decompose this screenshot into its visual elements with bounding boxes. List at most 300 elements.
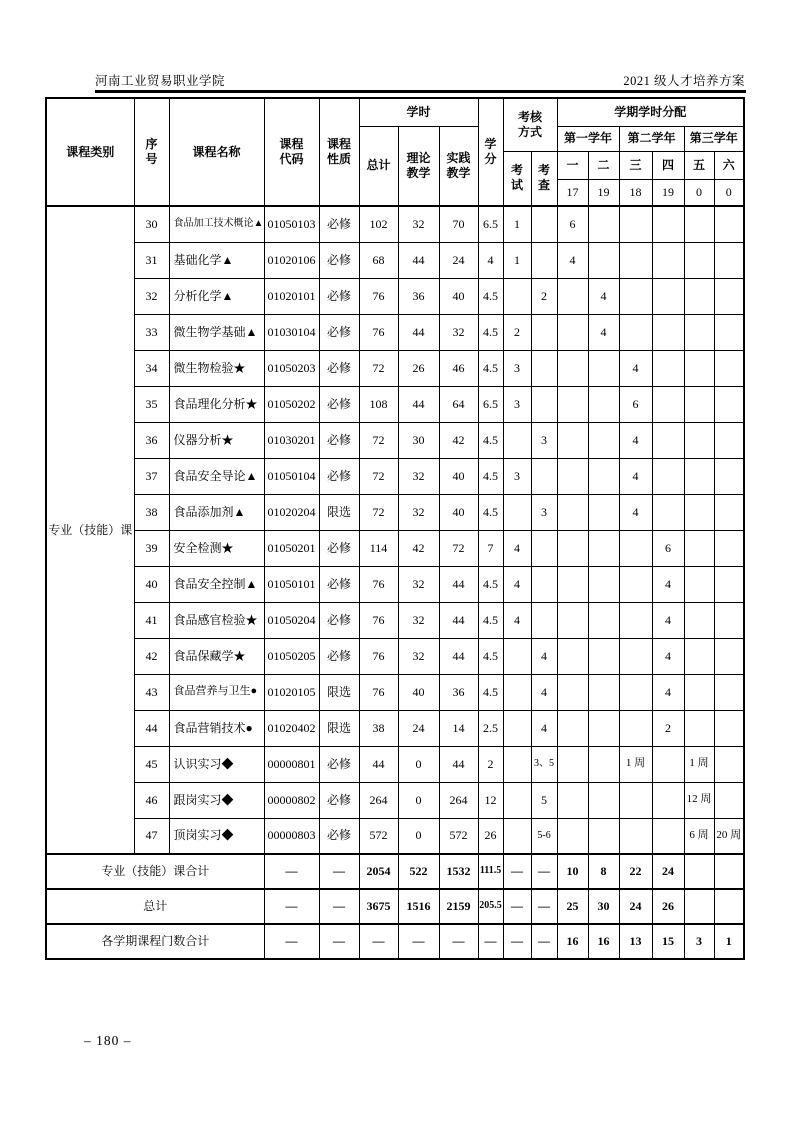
cell-check <box>531 566 557 602</box>
cell-hours-practice: 572 <box>439 818 478 854</box>
cell-credits: 4.5 <box>478 638 503 674</box>
cell-sem-3 <box>619 818 652 854</box>
cell-credits: 205.5 <box>478 889 503 924</box>
cell-hours-practice: 70 <box>439 206 478 242</box>
cell-hours-theory: 32 <box>398 494 439 530</box>
cell-sem-6 <box>714 206 744 242</box>
cell-hours-practice: 2159 <box>439 889 478 924</box>
cell-hours-theory: 44 <box>398 314 439 350</box>
cell-hours-total: 76 <box>359 602 398 638</box>
summary-label: 专业（技能）课合计 <box>46 854 264 889</box>
cell-sem-2 <box>588 674 619 710</box>
cell-sem-6 <box>714 242 744 278</box>
cell-check: — <box>531 924 557 959</box>
course-row <box>46 494 744 530</box>
cell-exam: 3 <box>503 350 531 386</box>
cell-hours-practice: 14 <box>439 710 478 746</box>
cell-sem-4 <box>652 422 684 458</box>
cell-sem-2 <box>588 350 619 386</box>
page-header <box>95 71 745 89</box>
cell-sem-3: 4 <box>619 350 652 386</box>
col-exam: 考试 <box>503 151 531 206</box>
cell-hours-theory: 44 <box>398 242 439 278</box>
cell-no: 37 <box>134 458 169 494</box>
cell-sem-6 <box>714 494 744 530</box>
cell-credits: 7 <box>478 530 503 566</box>
cell-exam: 1 <box>503 242 531 278</box>
cell-sem-2 <box>588 602 619 638</box>
cell-sem-6 <box>714 746 744 782</box>
cell-check: 3、5 <box>531 746 557 782</box>
cell-sem-2: 30 <box>588 889 619 924</box>
cell-nature: 必修 <box>319 422 359 458</box>
page-number: – 180 – <box>84 1033 132 1048</box>
cell-sem-2 <box>588 710 619 746</box>
cell-sem-6 <box>714 278 744 314</box>
cell-course-name: 食品安全导论▲ <box>169 458 264 494</box>
cell-code: 01030104 <box>264 314 319 350</box>
cell-hours-total: 264 <box>359 782 398 818</box>
summary-row <box>46 854 744 889</box>
category-cell: 专业（技能）课 <box>46 206 134 854</box>
cell-sem-6 <box>714 530 744 566</box>
cell-hours-theory: 32 <box>398 602 439 638</box>
cell-nature: 必修 <box>319 458 359 494</box>
cell-course-name: 食品安全控制▲ <box>169 566 264 602</box>
cell-no: 46 <box>134 782 169 818</box>
cell-credits: 4.5 <box>478 350 503 386</box>
cell-sem-5 <box>684 242 714 278</box>
cell-check: 4 <box>531 638 557 674</box>
cell-nature: 必修 <box>319 386 359 422</box>
cell-course-name: 食品加工技术概论▲ <box>169 206 264 242</box>
cell-hours-practice: 44 <box>439 746 478 782</box>
cell-credits: — <box>478 924 503 959</box>
cell-hours-total: 76 <box>359 278 398 314</box>
cell-sem-2 <box>588 530 619 566</box>
cell-code: 01050201 <box>264 530 319 566</box>
cell-exam: 4 <box>503 566 531 602</box>
cell-course-name: 食品理化分析★ <box>169 386 264 422</box>
cell-sem-5 <box>684 206 714 242</box>
cell-sem-2 <box>588 746 619 782</box>
course-row <box>46 818 744 854</box>
cell-sem-1: 10 <box>557 854 588 889</box>
cell-hours-total: 76 <box>359 314 398 350</box>
col-no: 序号 <box>134 98 169 206</box>
cell-sem-3 <box>619 278 652 314</box>
cell-hours-practice: 64 <box>439 386 478 422</box>
cell-course-name: 食品添加剂▲ <box>169 494 264 530</box>
cell-sem-2 <box>588 818 619 854</box>
cell-sem-3: 13 <box>619 924 652 959</box>
cell-nature: — <box>319 889 359 924</box>
cell-course-name: 顶岗实习◆ <box>169 818 264 854</box>
cell-exam: 4 <box>503 530 531 566</box>
cell-code: — <box>264 854 319 889</box>
cell-nature: — <box>319 854 359 889</box>
cell-sem-5 <box>684 854 714 889</box>
cell-no: 41 <box>134 602 169 638</box>
cell-nature: 限选 <box>319 494 359 530</box>
cell-hours-practice: 264 <box>439 782 478 818</box>
cell-sem-6 <box>714 566 744 602</box>
cell-hours-total: 3675 <box>359 889 398 924</box>
cell-exam <box>503 746 531 782</box>
cell-sem-1 <box>557 638 588 674</box>
cell-nature: 必修 <box>319 638 359 674</box>
cell-sem-3 <box>619 782 652 818</box>
cell-check <box>531 206 557 242</box>
cell-check: 4 <box>531 674 557 710</box>
cell-hours-total: 72 <box>359 422 398 458</box>
cell-code: 00000801 <box>264 746 319 782</box>
cell-sem-4 <box>652 314 684 350</box>
table-header <box>46 98 744 206</box>
cell-sem-2 <box>588 386 619 422</box>
cell-sem-2 <box>588 458 619 494</box>
cell-nature: 限选 <box>319 710 359 746</box>
cell-code: 01020402 <box>264 710 319 746</box>
cell-hours-total: — <box>359 924 398 959</box>
cell-exam: — <box>503 854 531 889</box>
cell-exam: 4 <box>503 602 531 638</box>
cell-course-name: 微生物检验★ <box>169 350 264 386</box>
cell-no: 47 <box>134 818 169 854</box>
cell-exam: 2 <box>503 314 531 350</box>
course-row <box>46 602 744 638</box>
cell-nature: — <box>319 924 359 959</box>
cell-code: 01020106 <box>264 242 319 278</box>
col-assess-group: 考核方式 <box>503 98 557 151</box>
cell-exam <box>503 674 531 710</box>
cell-no: 43 <box>134 674 169 710</box>
cell-hours-theory: 522 <box>398 854 439 889</box>
course-row <box>46 674 744 710</box>
cell-sem-4 <box>652 278 684 314</box>
col-year2: 第二学年 <box>619 126 684 151</box>
cell-credits: 4.5 <box>478 494 503 530</box>
cell-sem-5 <box>684 674 714 710</box>
cell-no: 30 <box>134 206 169 242</box>
cell-sem-5 <box>684 422 714 458</box>
cell-sem-4 <box>652 206 684 242</box>
cell-hours-total: 2054 <box>359 854 398 889</box>
cell-hours-total: 68 <box>359 242 398 278</box>
cell-sem-4: 15 <box>652 924 684 959</box>
cell-credits: 4.5 <box>478 674 503 710</box>
cell-sem-6 <box>714 889 744 924</box>
cell-sem-3: 4 <box>619 422 652 458</box>
cell-hours-total: 102 <box>359 206 398 242</box>
cell-check: — <box>531 854 557 889</box>
cell-check <box>531 350 557 386</box>
cell-sem-5 <box>684 710 714 746</box>
cell-sem-3 <box>619 530 652 566</box>
cell-code: 01050103 <box>264 206 319 242</box>
cell-sem-5: 12 周 <box>684 782 714 818</box>
cell-hours-practice: 24 <box>439 242 478 278</box>
cell-sem-4: 26 <box>652 889 684 924</box>
cell-sem-4: 6 <box>652 530 684 566</box>
col-hours-practice: 实践教学 <box>439 126 478 206</box>
cell-sem-6 <box>714 350 744 386</box>
cell-sem-1: 4 <box>557 242 588 278</box>
cell-nature: 必修 <box>319 746 359 782</box>
cell-sem-5 <box>684 530 714 566</box>
cell-credits: 4 <box>478 242 503 278</box>
cell-sem-4 <box>652 350 684 386</box>
cell-sem-4: 4 <box>652 566 684 602</box>
cell-sem-4 <box>652 386 684 422</box>
cell-course-name: 食品营养与卫生● <box>169 674 264 710</box>
col-sem-1: 一 <box>557 151 588 179</box>
cell-hours-total: 72 <box>359 494 398 530</box>
cell-credits: 12 <box>478 782 503 818</box>
cell-sem-1 <box>557 746 588 782</box>
cell-nature: 必修 <box>319 530 359 566</box>
col-category: 课程类别 <box>46 98 134 206</box>
cell-credits: 4.5 <box>478 458 503 494</box>
cell-sem-4 <box>652 782 684 818</box>
cell-sem-1 <box>557 494 588 530</box>
cell-sem-3: 1 周 <box>619 746 652 782</box>
cell-sem-4: 2 <box>652 710 684 746</box>
cell-exam: — <box>503 924 531 959</box>
cell-sem-5 <box>684 350 714 386</box>
course-row <box>46 566 744 602</box>
course-row <box>46 458 744 494</box>
cell-code: 01050101 <box>264 566 319 602</box>
cell-hours-total: 114 <box>359 530 398 566</box>
col-sem-5: 五 <box>684 151 714 179</box>
cell-sem-5: 1 周 <box>684 746 714 782</box>
cell-hours-total: 572 <box>359 818 398 854</box>
cell-hours-theory: 40 <box>398 674 439 710</box>
cell-sem-6 <box>714 458 744 494</box>
cell-sem-6 <box>714 674 744 710</box>
cell-code: 01020101 <box>264 278 319 314</box>
cell-hours-theory: 26 <box>398 350 439 386</box>
cell-no: 38 <box>134 494 169 530</box>
cell-code: 01050204 <box>264 602 319 638</box>
col-credits: 学分 <box>478 98 503 206</box>
cell-credits: 111.5 <box>478 854 503 889</box>
col-sem-6: 六 <box>714 151 744 179</box>
cell-hours-theory: 24 <box>398 710 439 746</box>
cell-no: 36 <box>134 422 169 458</box>
cell-sem-3 <box>619 314 652 350</box>
summary-row <box>46 889 744 924</box>
cell-hours-total: 108 <box>359 386 398 422</box>
col-sem-3: 三 <box>619 151 652 179</box>
summary-label: 各学期课程门数合计 <box>46 924 264 959</box>
cell-sem-6 <box>714 710 744 746</box>
cell-check: 5-6 <box>531 818 557 854</box>
cell-credits: 4.5 <box>478 422 503 458</box>
cell-sem-4 <box>652 818 684 854</box>
cell-exam: 3 <box>503 386 531 422</box>
cell-check: — <box>531 889 557 924</box>
cell-hours-total: 76 <box>359 674 398 710</box>
cell-code: 01050205 <box>264 638 319 674</box>
course-row <box>46 206 744 242</box>
cell-sem-3: 24 <box>619 889 652 924</box>
col-year3: 第三学年 <box>684 126 744 151</box>
cell-sem-1 <box>557 386 588 422</box>
cell-hours-theory: 0 <box>398 818 439 854</box>
cell-course-name: 认识实习◆ <box>169 746 264 782</box>
cell-hours-total: 76 <box>359 566 398 602</box>
cell-check: 2 <box>531 278 557 314</box>
cell-course-name: 食品保藏学★ <box>169 638 264 674</box>
course-row <box>46 422 744 458</box>
cell-sem-5 <box>684 602 714 638</box>
cell-hours-practice: 40 <box>439 458 478 494</box>
course-row <box>46 710 744 746</box>
summary-row <box>46 924 744 959</box>
cell-sem-2 <box>588 566 619 602</box>
cell-sem-1 <box>557 530 588 566</box>
col-hours-group: 学时 <box>359 98 478 126</box>
course-row <box>46 242 744 278</box>
course-row <box>46 530 744 566</box>
cell-hours-total: 72 <box>359 350 398 386</box>
cell-check <box>531 530 557 566</box>
cell-course-name: 基础化学▲ <box>169 242 264 278</box>
cell-exam <box>503 638 531 674</box>
cell-sem-3 <box>619 710 652 746</box>
cell-no: 35 <box>134 386 169 422</box>
cell-hours-practice: 44 <box>439 638 478 674</box>
cell-check <box>531 458 557 494</box>
cell-hours-theory: 32 <box>398 638 439 674</box>
cell-sem-1 <box>557 458 588 494</box>
cell-exam <box>503 782 531 818</box>
cell-exam <box>503 494 531 530</box>
cell-sem-1 <box>557 278 588 314</box>
cell-hours-total: 76 <box>359 638 398 674</box>
cell-sem-5 <box>684 386 714 422</box>
cell-sem-6 <box>714 854 744 889</box>
cell-sem-1 <box>557 566 588 602</box>
cell-course-name: 食品营销技术● <box>169 710 264 746</box>
cell-sem-6: 20 周 <box>714 818 744 854</box>
cell-sem-5 <box>684 314 714 350</box>
cell-hours-theory: 32 <box>398 458 439 494</box>
cell-hours-theory: 30 <box>398 422 439 458</box>
sem-weeks-1: 17 <box>557 179 588 206</box>
cell-no: 39 <box>134 530 169 566</box>
cell-sem-3 <box>619 206 652 242</box>
sem-weeks-5: 0 <box>684 179 714 206</box>
cell-sem-4 <box>652 458 684 494</box>
col-course-name: 课程名称 <box>169 98 264 206</box>
cell-hours-practice: 72 <box>439 530 478 566</box>
cell-code: — <box>264 889 319 924</box>
cell-hours-theory: — <box>398 924 439 959</box>
cell-nature: 必修 <box>319 782 359 818</box>
cell-hours-total: 38 <box>359 710 398 746</box>
cell-sem-3: 4 <box>619 494 652 530</box>
cell-check <box>531 386 557 422</box>
cell-exam: 1 <box>503 206 531 242</box>
cell-code: 01050202 <box>264 386 319 422</box>
cell-no: 44 <box>134 710 169 746</box>
cell-course-name: 食品感官检验★ <box>169 602 264 638</box>
cell-nature: 限选 <box>319 674 359 710</box>
cell-sem-4 <box>652 242 684 278</box>
cell-sem-3: 6 <box>619 386 652 422</box>
cell-no: 32 <box>134 278 169 314</box>
cell-course-name: 跟岗实习◆ <box>169 782 264 818</box>
cell-sem-5 <box>684 278 714 314</box>
cell-sem-2: 4 <box>588 314 619 350</box>
cell-sem-1 <box>557 782 588 818</box>
cell-sem-5 <box>684 566 714 602</box>
cell-hours-total: 44 <box>359 746 398 782</box>
cell-sem-3 <box>619 602 652 638</box>
cell-code: 00000803 <box>264 818 319 854</box>
cell-code: — <box>264 924 319 959</box>
cell-code: 01050104 <box>264 458 319 494</box>
col-year1: 第一学年 <box>557 126 619 151</box>
sem-weeks-2: 19 <box>588 179 619 206</box>
sem-weeks-3: 18 <box>619 179 652 206</box>
cell-credits: 4.5 <box>478 314 503 350</box>
cell-code: 01020204 <box>264 494 319 530</box>
cell-hours-total: 72 <box>359 458 398 494</box>
cell-hours-theory: 32 <box>398 566 439 602</box>
cell-sem-4 <box>652 494 684 530</box>
cell-sem-6 <box>714 422 744 458</box>
cell-sem-6 <box>714 386 744 422</box>
cell-sem-4: 4 <box>652 674 684 710</box>
cell-hours-practice: 40 <box>439 278 478 314</box>
cell-code: 01030201 <box>264 422 319 458</box>
cell-check: 3 <box>531 494 557 530</box>
col-hours-total: 总计 <box>359 126 398 206</box>
course-row <box>46 278 744 314</box>
col-sem-2: 二 <box>588 151 619 179</box>
cell-sem-3: 4 <box>619 458 652 494</box>
cell-sem-5: 6 周 <box>684 818 714 854</box>
cell-hours-theory: 1516 <box>398 889 439 924</box>
cell-credits: 6.5 <box>478 206 503 242</box>
cell-check: 4 <box>531 710 557 746</box>
cell-no: 34 <box>134 350 169 386</box>
cell-sem-1: 16 <box>557 924 588 959</box>
sem-weeks-6: 0 <box>714 179 744 206</box>
cell-sem-4: 4 <box>652 638 684 674</box>
cell-sem-5: 3 <box>684 924 714 959</box>
cell-sem-5 <box>684 494 714 530</box>
cell-course-name: 分析化学▲ <box>169 278 264 314</box>
cell-credits: 26 <box>478 818 503 854</box>
cell-sem-2 <box>588 242 619 278</box>
cell-code: 00000802 <box>264 782 319 818</box>
col-code: 课程代码 <box>264 98 319 206</box>
cell-sem-5 <box>684 458 714 494</box>
cell-credits: 2 <box>478 746 503 782</box>
cell-sem-4 <box>652 746 684 782</box>
cell-nature: 必修 <box>319 602 359 638</box>
cell-code: 01020105 <box>264 674 319 710</box>
cell-check <box>531 314 557 350</box>
cell-no: 42 <box>134 638 169 674</box>
cell-credits: 4.5 <box>478 602 503 638</box>
course-row <box>46 782 744 818</box>
